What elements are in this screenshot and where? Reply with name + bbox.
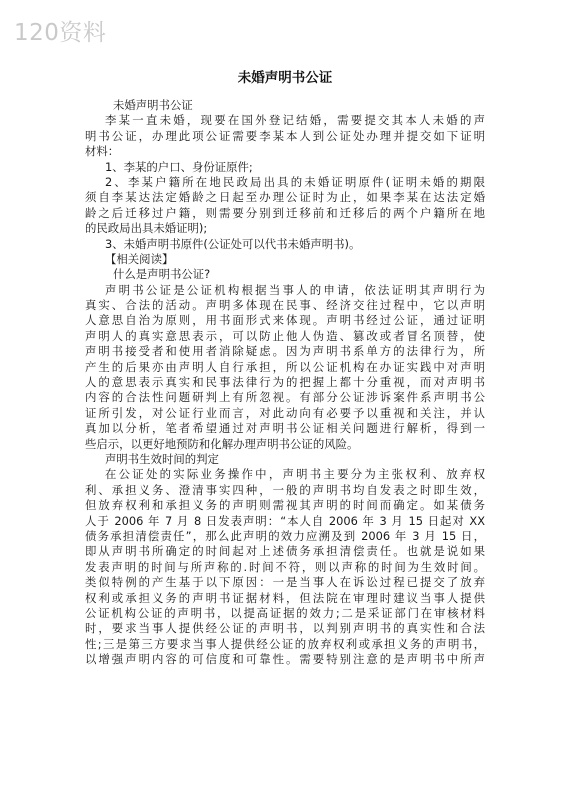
text-line: 声明书生效时间的判定 [105, 451, 219, 466]
text-line: 但放弃权利和承担义务的声明则需视其声明的时间而确定。如某债务 [85, 498, 485, 513]
text-line: 须自李某达法定婚龄之日起至办理公证时为止，如果李某在达法定婚 [85, 190, 485, 205]
text-line: 声明人的真实意思表示，可以防止他人伪造、篡改或者冒名顶替，使 [85, 328, 485, 343]
text-line: 3、未婚声明书原件(公证处可以代书未婚声明书)。 [105, 236, 361, 251]
text-line: 明书公证，办理此项公证需要李某本人到公证处办理并提交如下证明 [85, 128, 485, 143]
text-line: 2、李某户籍所在地民政局出具的未婚证明原件(证明未婚的期限 [105, 174, 485, 189]
text-line: 内容的合法性问题研判上有所忽视。有部分公证涉诉案件系声明书公 [85, 390, 485, 405]
watermark: 120资料 [14, 20, 107, 46]
text-line: 产生的后果亦由声明人自行承担，所以公证机构在办证实践中对声明 [85, 359, 485, 374]
text-line: 龄之后迁移过户籍，则需要分别到迁移前和迁移后的两个户籍所在地 [85, 205, 485, 220]
text-line: 真实、合法的活动。声明多体现在民事、经济交往过程中，它以声明 [85, 298, 485, 313]
text-line: 在公证处的实际业务操作中，声明书主要分为主张权利、放弃权 [105, 467, 485, 482]
text-line: 以增强声明内容的可信度和可靠性。需要特别注意的是声明书中所声 [85, 652, 485, 667]
text-line: 人意思自治为原则，用书面形式来体现。声明书经过公证，通过证明 [85, 313, 485, 328]
text-line: 声明书接受者和使用者消除疑虑。因为声明书系单方的法律行为，所 [85, 344, 485, 359]
text-line: 什么是声明书公证? [113, 267, 211, 282]
text-line: 债务承担清偿责任”，那么此声明的效力应溯及到 2006 年 3 月 15 日， [85, 528, 485, 543]
text-line: 利、承担义务、澄清事实四种，一般的声明书均自发表之时即生效， [85, 482, 485, 497]
text-line: 未婚声明书公证 [113, 98, 193, 112]
text-line: 即从声明书所确定的时间起对上述债务承担清偿责任。也就是说如果 [85, 544, 485, 559]
text-line: 真加以分析，笔者希望通过对声明书公证相关问题进行解析，得到一 [85, 421, 485, 436]
text-line: 【相关阅读】 [105, 251, 174, 266]
text-line: 的民政局出具未婚证明); [85, 221, 208, 236]
text-line: 权利或承担义务的声明书证据材料，但法院在审理时建议当事人提供 [85, 590, 485, 605]
text-line: 声明书公证是公证机构根据当事人的申请，依法证明其声明行为 [105, 282, 485, 297]
text-line: 时，要求当事人提供经公证的声明书，以判别声明书的真实性和合法 [85, 621, 485, 636]
text-line: 发表声明的时间与所声称的.时间不符，则以声称的时间为生效时间。 [85, 559, 485, 574]
text-line: 李某一直未婚，现要在国外登记结婚，需要提交其本人未婚的声 [105, 113, 485, 128]
text-line: 1、李某的户口、身份证原件; [105, 159, 253, 174]
text-line: 材料： [85, 144, 120, 159]
document-title: 未婚声明书公证 [237, 70, 333, 86]
text-line: 证所引发，对公证行业而言，对此动向有必要予以重视和关注，并认 [85, 405, 485, 420]
text-line: 类似特例的产生基于以下原因：一是当事人在诉讼过程已提交了放弃 [85, 575, 485, 590]
document-body [85, 98, 485, 667]
text-line: 性;三是第三方要求当事人提供经公证的放弃权利或承担义务的声明书， [85, 636, 485, 651]
document-page [85, 66, 485, 667]
text-line: 些启示，以更好地预防和化解办理声明书公证的风险。 [85, 436, 359, 451]
text-line: 人的意思表示真实和民事法律行为的把握上都十分重视，而对声明书 [85, 375, 485, 390]
text-line: 人于 2006 年 7 月 8 日发表声明：“本人自 2006 年 3 月 15 日起对 XX [85, 513, 485, 528]
text-line: 公证机构公证的声明书，以提高证据的效力;二是采证部门在审核材料 [85, 605, 485, 620]
